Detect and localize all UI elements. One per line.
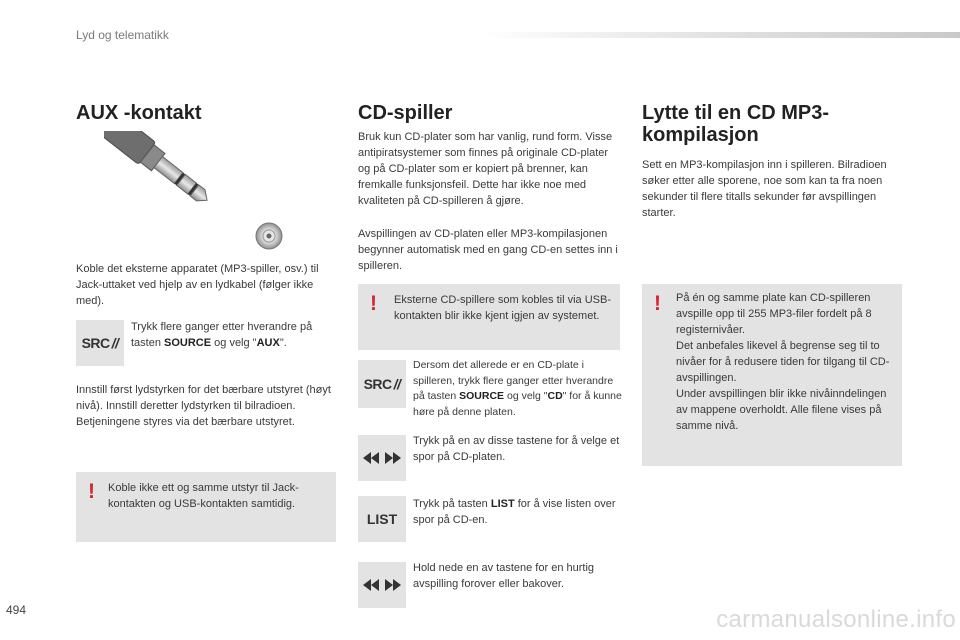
warning-icon: ! — [88, 480, 95, 503]
mp3-warning-line3: Under avspillingen blir ikke nivåinndelingen av mappene overholdt. Alle filene vises på samme nivå. — [676, 388, 887, 432]
aux-volume-text: Innstill først lydstyrken for det bærbare utstyret (høyt nivå). Innstill deretter lydstyrken til bilradioen. Betjeningene styres via det bærbare utstyret. — [76, 384, 331, 428]
src-icon-label: SRC — [81, 335, 110, 351]
mp3-intro-text: Sett en MP3-kompilasjon inn i spilleren. Bilradioen søker etter alle sporene, noe som kan ta fra noen sekunder til flere titalls sekunder før avspillingen starter. — [642, 159, 887, 219]
mp3-heading-line2: kompilasjon — [642, 124, 759, 146]
aux-connect-text: Koble det eksterne apparatet (MP3-spiller, osv.) til Jack-uttaket ved hjelp av en lydkabel (følger ikke med). — [76, 263, 319, 307]
mp3-heading — [642, 102, 829, 146]
seek-buttons-icon — [358, 435, 406, 481]
watermark: carmanualsonline.info — [716, 606, 956, 633]
header-gradient-bar — [480, 32, 960, 38]
cd-seek-text: Trykk på en av disse tastene for å velge et spor på CD-platen. — [413, 435, 620, 463]
cd-source-instruction: Dersom det allerede er en CD-plate i spilleren, trykk flere ganger etter hverandre på tasten SOURCE og velg "CD" for å kunne høre på denne platen. — [413, 359, 622, 418]
warning-icon: ! — [654, 292, 661, 315]
mp3-warning-text — [676, 290, 896, 434]
seek-back-forward-icon — [362, 451, 402, 465]
mp3-heading-line1: Lytte til en CD MP3- — [642, 102, 830, 124]
mp3-warning-line2: Det anbefales likevel å begrense seg til to nivåer for å redusere tiden for tilgang til CD-avspillingen. — [676, 340, 890, 384]
list-button-icon — [358, 496, 406, 542]
warning-icon: ! — [370, 292, 377, 315]
cd-list-text: Trykk på tasten LIST for å vise listen over spor på CD-en. — [413, 498, 616, 526]
aux-source-instruction: Trykk flere ganger etter hverandre på tasten SOURCE og velg "AUX". — [131, 321, 313, 349]
page-number: 494 — [6, 603, 27, 617]
cd-warning-box — [358, 284, 620, 350]
cd-heading: CD-spiller — [358, 102, 453, 124]
page-section-title: Lyd og telematikk — [76, 28, 169, 42]
src-button-icon: SRC // — [358, 360, 406, 408]
fast-forward-rewind-icon — [362, 578, 402, 592]
aux-warning-box — [76, 472, 336, 542]
fast-seek-buttons-icon — [358, 562, 406, 608]
mp3-warning-line1: På én og samme plate kan CD-spilleren avspille opp til 255 MP3-filer fordelt på 8 registernivåer. — [676, 292, 872, 336]
cd-autoplay-text: Avspillingen av CD-platen eller MP3-kompilasjonen begynner automatisk med en gang CD-en settes inn i spilleren. — [358, 228, 618, 272]
cd-fast-text: Hold nede en av tastene for en hurtig avspilling forover eller bakover. — [413, 562, 595, 590]
aux-heading: AUX -kontakt — [76, 102, 202, 124]
src-button-icon: SRC // — [76, 320, 124, 366]
cd-usage-text: Bruk kun CD-plater som har vanlig, rund form. Visse antipiratsystemer som finnes på originale CD-plater og på CD-plater som er kopiert på brenner, kan fremkalle funksjonsfeil. Dette har ikke noe med kvaliteten på CD-spilleren å gjøre. — [358, 131, 613, 207]
cd-warning-text: Eksterne CD-spillere som kobles til via USB-kontakten blir ikke kjent igjen av systemet. — [394, 294, 612, 322]
mp3-warning-box — [642, 284, 902, 466]
jack-plug-illustration — [104, 131, 294, 251]
aux-warning-text: Koble ikke ett og samme utstyr til Jack-kontakten og USB-kontakten samtidig. — [108, 482, 299, 510]
src-icon-label: SRC — [363, 376, 392, 392]
list-icon-label: LIST — [366, 511, 398, 527]
